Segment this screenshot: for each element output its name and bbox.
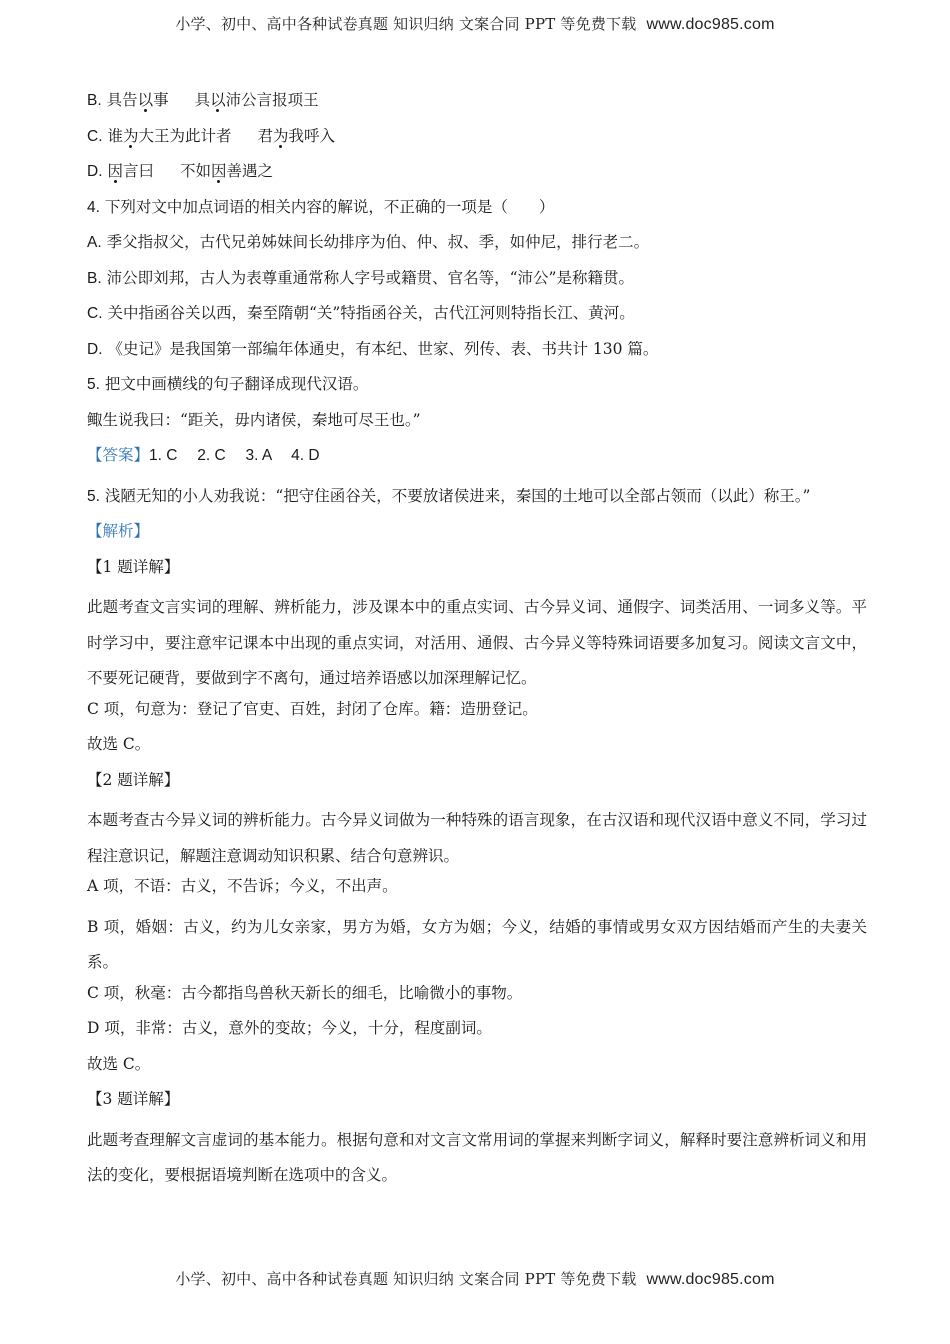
paragraph: 此题考查文言实词的理解、辨析能力，涉及课本中的重点实词、古今异义词、通假字、词类活用、一词多义等。平时学习中，要注意牢记课本中出现的重点实词，对活用、通假、古今异义等特殊词语要多加复习。阅读文言文中，不要死记硬背，要做到字不离句，通过培养语感以加深理解记忆。 bbox=[87, 598, 867, 687]
q5-stem: 5. 把文中画横线的句子翻译成现代汉语。 bbox=[87, 375, 369, 393]
paragraph: 故选 C。 bbox=[87, 735, 151, 753]
paragraph: 此题考查理解文言虚词的基本能力。根据句意和对文言文常用词的掌握来判断字词义，解释时要注意辨析词义和用法的变化，要根据语境判断在选项中的含义。 bbox=[87, 1130, 867, 1184]
header-text: 小学、初中、高中各种试卷真题 知识归纳 文案合同 PPT 等免费下载 bbox=[175, 15, 637, 33]
paragraph: D 项，非常：古义，意外的变故；今义，十分，程度副词。 bbox=[87, 1019, 492, 1037]
dotted-char: 为 bbox=[273, 126, 289, 145]
q4-option-d: D. 《史记》是我国第一部编年体通史，有本纪、世家、列传、表、书共计 130 篇。 bbox=[87, 339, 659, 358]
section-title: 【2 题详解】 bbox=[87, 770, 180, 789]
paragraph: C 项，秋毫：古今都指鸟兽秋天新长的细毛，比喻微小的事物。 bbox=[87, 983, 523, 1002]
footer-text: 小学、初中、高中各种试卷真题 知识归纳 文案合同 PPT 等免费下载 bbox=[175, 1270, 637, 1288]
answer-q5: 5. 浅陋无知的小人劝我说：“把守住函谷关，不要放诸侯进来，秦国的土地可以全部占领而（以此）称王。” bbox=[87, 486, 811, 505]
paragraph: 本题考查古今异义词的辨析能力。古今异义词做为一种特殊的语言现象，在古汉语和现代汉语中意义不同，学习过程注意识记，解题注意调动知识积累、结合句意辨识。 bbox=[87, 811, 867, 865]
q4-stem: 4. 下列对文中加点词语的相关内容的解说，不正确的一项是（ ） bbox=[87, 197, 555, 216]
page-header bbox=[0, 13, 950, 34]
answer-tag: 【答案】 bbox=[87, 446, 150, 464]
dotted-char: 因 bbox=[107, 162, 123, 180]
section-title: 【1 题详解】 bbox=[87, 557, 180, 576]
paragraph: A 项，不语：古义，不告诉；今义，不出声。 bbox=[87, 877, 398, 895]
q4-option-c: C. 关中指函谷关以西，秦至隋朝“关”特指函谷关，古代江河则特指长江、黄河。 bbox=[87, 304, 635, 322]
q3-option-d: D. 因言曰 不如因善遇之 bbox=[87, 162, 274, 180]
answer-line bbox=[87, 443, 867, 468]
page-footer bbox=[0, 1268, 950, 1289]
section-title: 【3 题详解】 bbox=[87, 1090, 180, 1108]
q5-sentence: 鲰生说我曰：“距关，毋内诸侯，秦地可尽王也。” bbox=[87, 410, 421, 429]
q4-option-a: A. 季父指叔父，古代兄弟姊妹间长幼排序为伯、仲、叔、季，如仲尼，排行老二。 bbox=[87, 233, 650, 251]
q4-option-b: B. 沛公即刘邦，古人为表尊重通常称人字号或籍贯、官名等，“沛公”是称籍贯。 bbox=[87, 268, 634, 287]
dotted-char: 为 bbox=[122, 126, 139, 145]
dotted-char: 因 bbox=[210, 162, 227, 180]
q3-option-c: C. 谁为大王为此计者 君为我呼入 bbox=[87, 126, 336, 145]
paragraph: C 项，句意为：登记了官吏、百姓，封闭了仓库。籍：造册登记。 bbox=[87, 699, 538, 718]
footer-url[interactable]: www.doc985.com bbox=[646, 1271, 775, 1288]
q3-option-b: B. 具告以事 具以沛公言报项王 bbox=[87, 91, 319, 109]
answer-text: 1. C 2. C 3. A 4. D bbox=[149, 447, 320, 464]
analysis-tag: 【解析】 bbox=[87, 522, 150, 540]
header-url[interactable]: www.doc985.com bbox=[646, 16, 775, 33]
dotted-char: 以 bbox=[210, 91, 226, 109]
document-body bbox=[87, 88, 867, 1194]
dotted-char: 以 bbox=[137, 91, 154, 109]
paragraph: B 项，婚姻：古义，约为儿女亲家，男方为婚，女方为姻；今义，结婚的事情或男女双方因结婚而产生的夫妻关系。 bbox=[87, 917, 867, 971]
paragraph: 故选 C。 bbox=[87, 1054, 151, 1073]
